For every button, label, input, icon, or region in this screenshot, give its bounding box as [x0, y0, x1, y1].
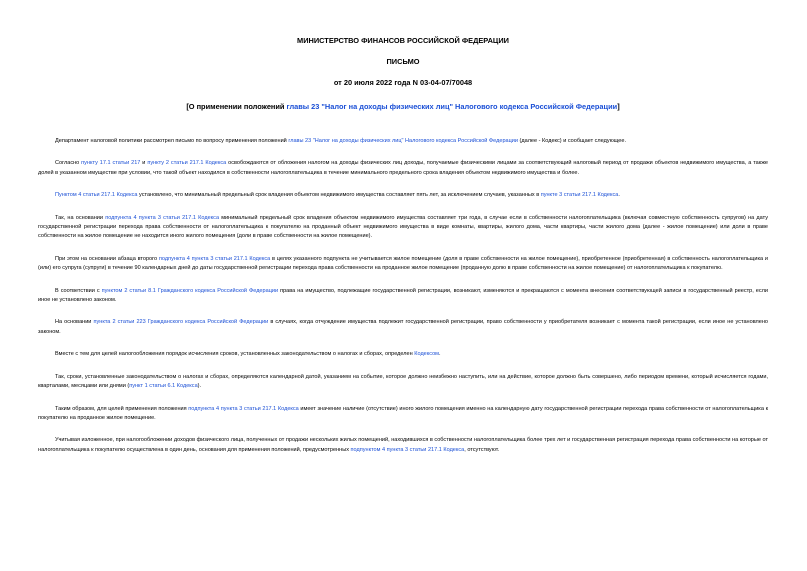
ministry-title: МИНИСТЕРСТВО ФИНАНСОВ РОССИЙСКОЙ ФЕДЕРАЦИИ	[297, 36, 509, 45]
paragraph-text: и	[140, 160, 148, 167]
body-paragraph	[38, 191, 768, 200]
paragraph-text: При этом на основании абзаца второго	[55, 255, 159, 262]
paragraph-text: .	[618, 192, 620, 199]
body-paragraph	[38, 350, 768, 359]
legal-reference-link[interactable]: подпункта 4 пункта 3 статьи 217.1 Кодекса	[188, 405, 299, 412]
paragraph-text: Учитывая изложенное, при налогообложении доходов физического лица, полученных от продажи нескольких жилых помещений, находившихся в собственности налогоплательщика более трех лет и государственная регистрация перехода права собственности на которые от налогоплательщика к покупателю осуществлена в один день, основания для применения положений, предусмотренных	[38, 437, 768, 453]
legal-reference-link[interactable]: подпунктом 4 пункта 3 статьи 217.1 Кодекса	[350, 446, 465, 453]
subject-prefix: [О применении положений	[186, 102, 287, 111]
legal-reference-link[interactable]: главы 23 "Налог на доходы физических лиц" Налогового кодекса Российской Федерации	[288, 138, 518, 144]
paragraph-text: Департамент налоговой политики рассмотрел письмо по вопросу применения положений	[55, 138, 289, 144]
paragraph-text: Так, сроки, установленные законодательством о налогах и сборах, определяются календарной датой, указанием на событие, которое должно неизбежно наступить, или на действие, которое должно быть совершено, либо периодом времени, который исчисляется годами, кварталами, месяцами или днями (	[38, 373, 768, 390]
body-paragraph	[38, 405, 768, 424]
paragraph-text: минимальный предельный срок владения объектом недвижимого имущества составляет три года, в случае если в собственности налогоплательщика (включая совместную собственность супругов) на дату государственной регистрации перехода права собственности от налогоплательщика к покупателю на проданный объект недвижимого имущества в виде комнаты, квартиры, жилого дома, части квартиры, части жилого дома (далее - жилое помещение) или доли в праве собственности на жилое помещение не находится иного жилого помещения (доли в праве собственности на жилое помещение).	[38, 214, 769, 240]
document-page	[38, 0, 768, 468]
legal-reference-link[interactable]: подпункта 4 пункта 3 статьи 217.1 Кодекса	[158, 255, 271, 262]
body-paragraph	[38, 255, 768, 274]
legal-reference-link[interactable]: пункт 1 статьи 6.1 Кодекса	[129, 383, 198, 390]
paragraph-text: установлено, что минимальный предельный срок владения объектом недвижимого имущества составляет пять лет, за исключением случаев, указанных в	[137, 192, 541, 199]
legal-reference-link[interactable]: подпункта 4 пункта 3 статьи 217.1 Кодекса	[105, 214, 220, 221]
paragraph-text: Согласно	[55, 160, 82, 167]
paragraph-text: Вместе с тем для целей налогообложения порядок исчисления сроков, установленных законодательством о налогах и сборах, определен	[55, 351, 415, 358]
body-paragraph	[38, 287, 768, 306]
paragraph-text: имеет значение наличие (отсутствие) иного жилого помещения именно на календарную дату государственной регистрации перехода права собственности от налогоплательщика к покупателю на проданное жилое помещение.	[38, 405, 768, 421]
subject-suffix: ]	[617, 102, 620, 111]
legal-reference-link[interactable]: пункту 17.1 статьи 217	[81, 160, 141, 167]
legal-reference-link[interactable]: Пунктом 4 статьи 217.1 Кодекса	[55, 192, 138, 199]
body-paragraph	[38, 159, 768, 178]
paragraph-text: .	[439, 351, 441, 358]
paragraph-text: ).	[197, 383, 202, 390]
body-paragraph	[38, 318, 768, 337]
paragraph-text: в целях указанного подпункта не учитывается жилое помещение (доля в праве собственности на жилое помещение), приобретенное (приобретенная) в собственность налогоплательщика и (или) его супруга (супруги) в течение 90 календарных дней до даты государственной регистрации перехода права собственности на проданное жилое помещение (проданную долю в праве собственности на жилое помещение) от налогоплательщика к покупателю.	[38, 255, 768, 272]
legal-reference-link[interactable]: Кодексом	[414, 351, 439, 358]
document-date-number: от 20 июля 2022 года N 03-04-07/70048	[333, 78, 473, 87]
paragraph-text: На основании	[55, 319, 94, 326]
paragraph-text: Таким образом, для целей применения положения	[55, 405, 189, 412]
document-body	[38, 137, 768, 455]
legal-reference-link[interactable]: пункте 3 статьи 217.1 Кодекса	[540, 192, 619, 199]
paragraph-text: права на имущество, подлежащие государственной регистрации, возникают, изменяются и прекращаются с момента внесения соответствующей записи в государственный реестр, если иное не установлено законом.	[38, 287, 768, 304]
subject-link[interactable]: главы 23 "Налог на доходы физических лиц" Налогового кодекса Российской Федерации	[286, 102, 618, 111]
legal-reference-link[interactable]: пунктом 2 статьи 8.1 Гражданского кодекса Российской Федерации	[101, 287, 279, 294]
paragraph-text: В соответствии с	[55, 287, 102, 294]
paragraph-text: , отсутствуют.	[464, 446, 500, 453]
paragraph-text: освобождаются от обложения налогом на доходы физических лиц доходы, получаемые физическими лицами за соответствующий налоговый период от продажи объектов недвижимого имущества, а также долей в указанном имуществе при условии, что такой объект находился в собственности налогоплательщика в течение минимального предельного срока владения объектом недвижимого имущества и более.	[38, 160, 768, 176]
paragraph-text: в случаях, когда отчуждение имущества подлежит государственной регистрации, право собственности у приобретателя возникает с момента такой регистрации, если иное не установлено законом.	[38, 319, 768, 335]
document-subject	[38, 102, 768, 111]
body-paragraph	[38, 137, 768, 146]
body-paragraph	[38, 214, 768, 242]
body-paragraph	[38, 373, 768, 392]
paragraph-text: (далее - Кодекс) и сообщает следующее.	[517, 138, 627, 144]
legal-reference-link[interactable]: пункта 2 статьи 223 Гражданского кодекса Российской Федерации	[93, 319, 269, 326]
document-type: ПИСЬМО	[386, 57, 420, 66]
paragraph-text: Так, на основании	[55, 214, 106, 221]
body-paragraph	[38, 436, 768, 455]
legal-reference-link[interactable]: пункту 2 статьи 217.1 Кодекса	[147, 160, 227, 167]
